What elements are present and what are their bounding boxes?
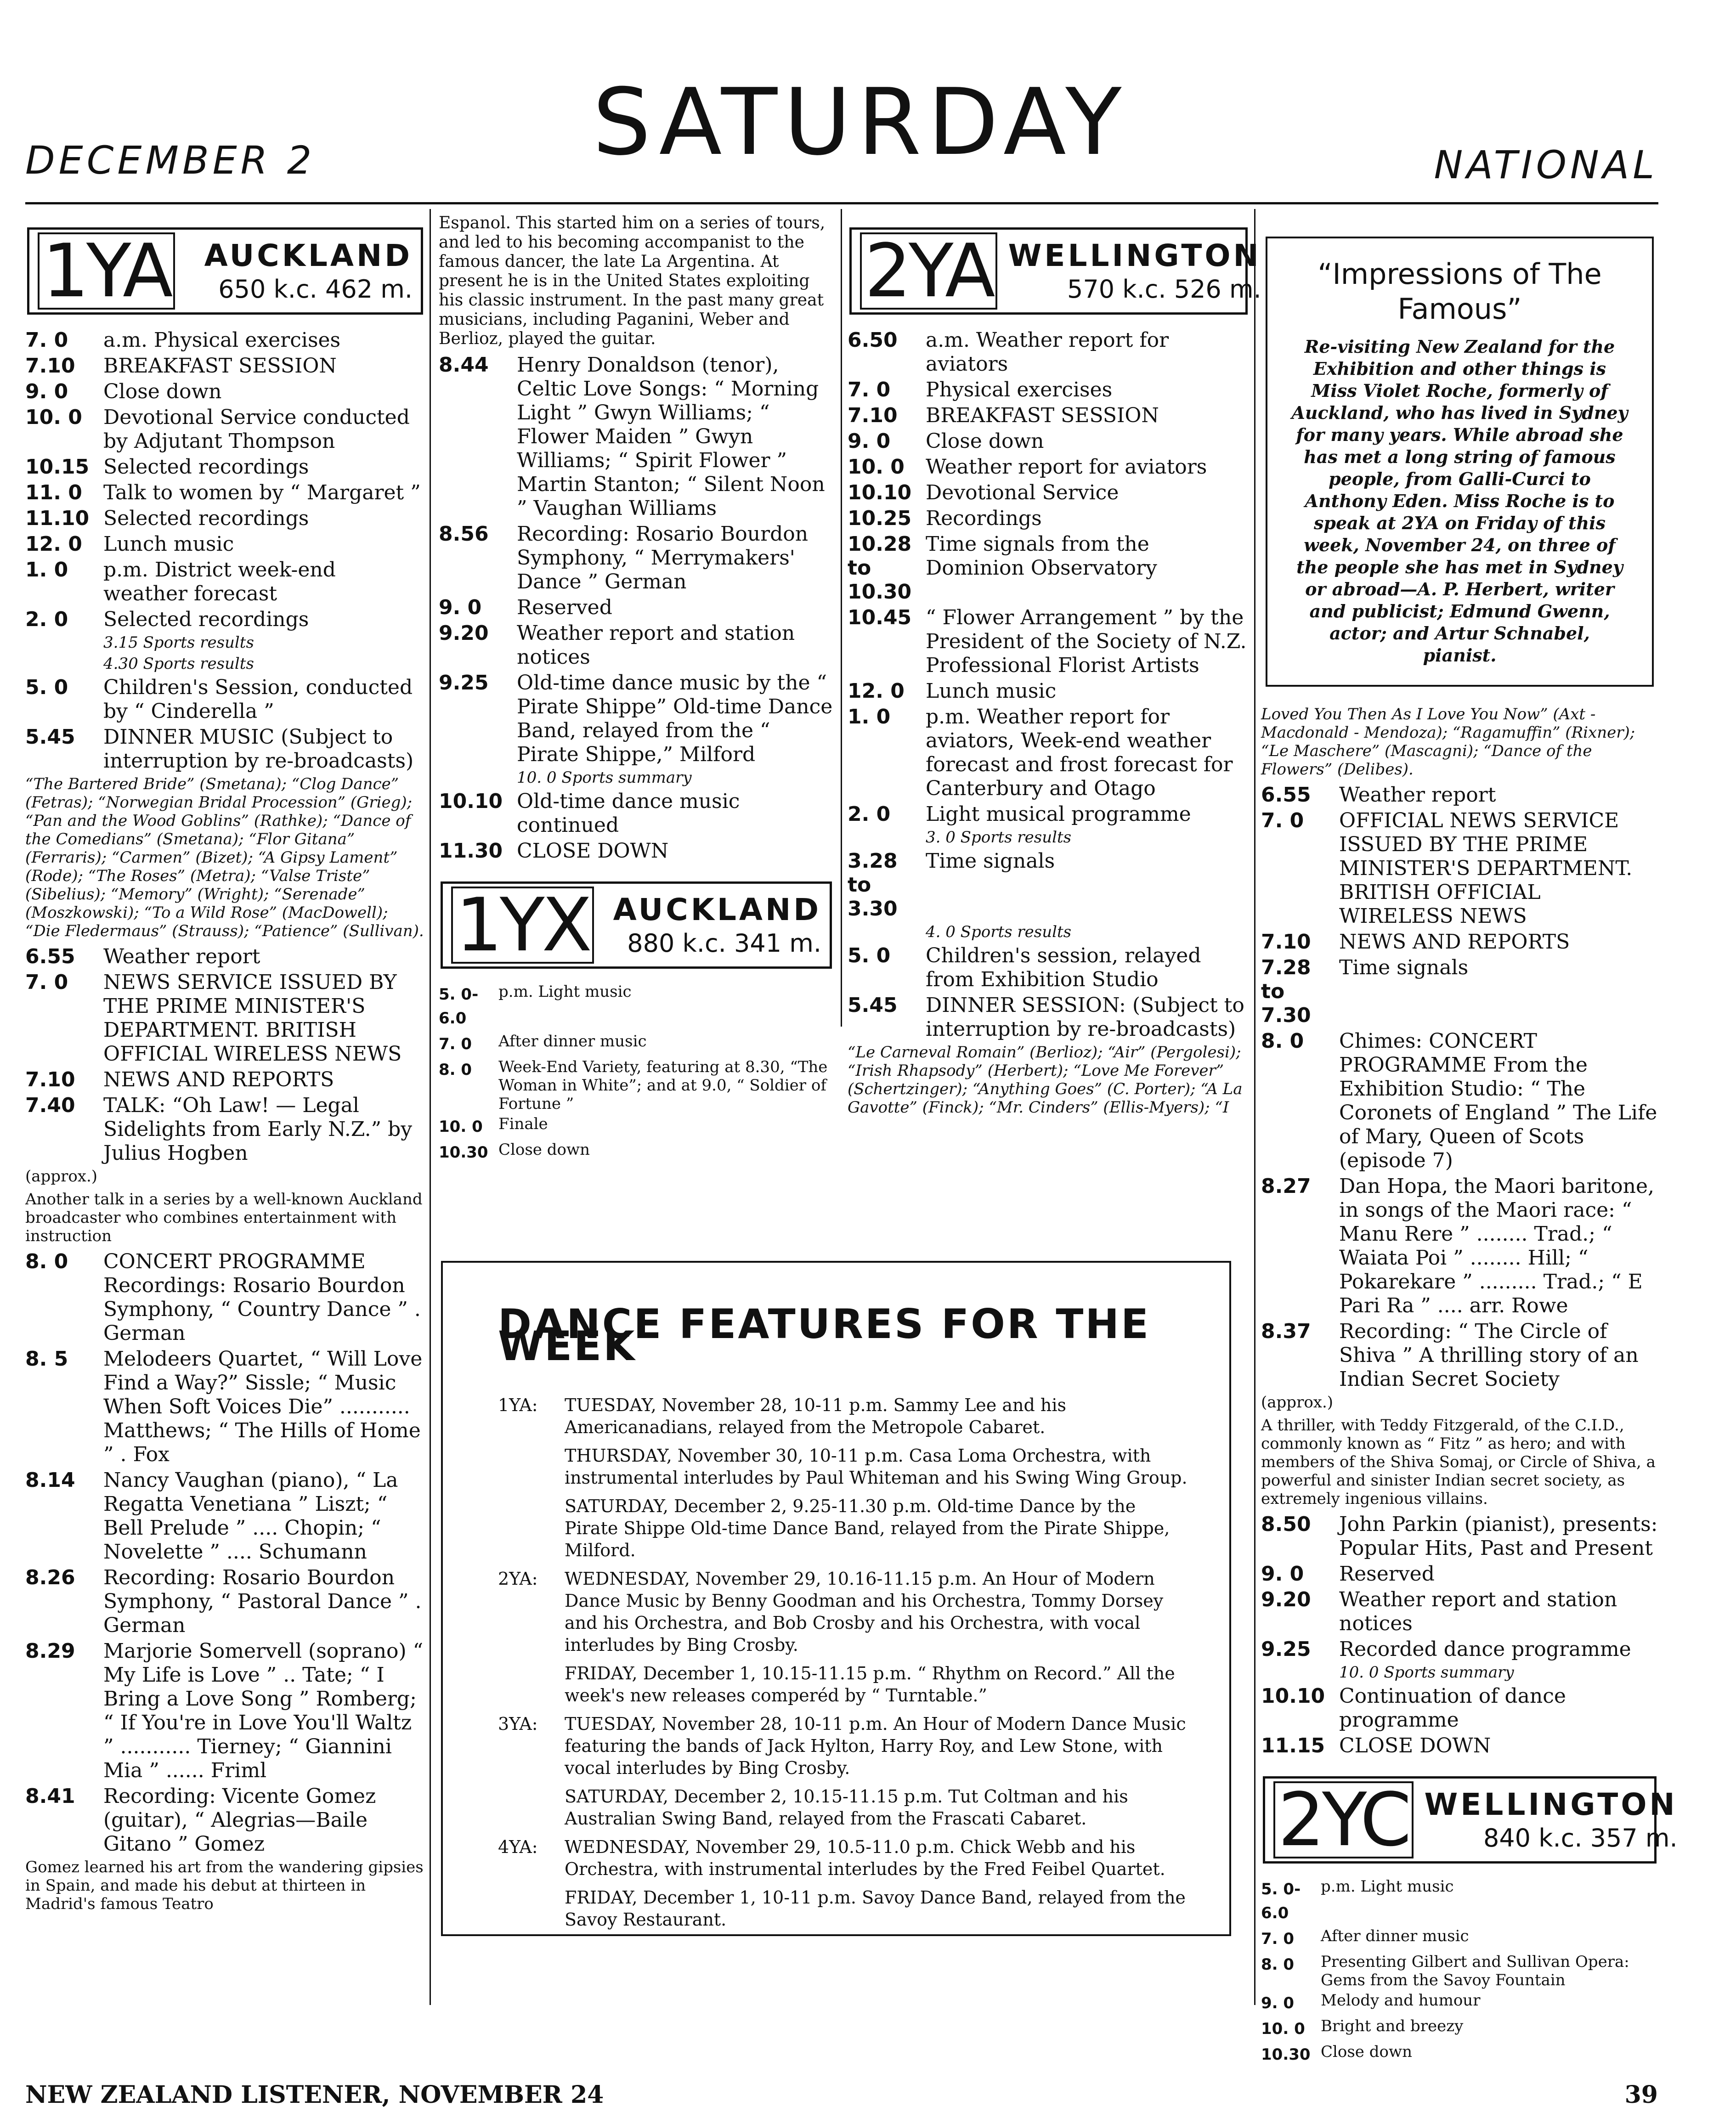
schedule-item (1261, 2043, 1658, 2067)
schedule-item (439, 1141, 834, 1164)
schedule-description: Close down (1321, 2043, 1412, 2061)
schedule-description: TALK: “Oh Law! — Legal Sidelights from Early N.Z.” by Julius Hogben (103, 1094, 413, 1165)
dance-event: SATURDAY, December 2, 10.15-11.15 p.m. Tut Coltman and his Australian Swing Band, relayed from the Frascati Cabaret. (565, 1786, 1128, 1829)
column-rule-2 (841, 209, 842, 1027)
schedule-list (439, 790, 834, 863)
dance-station: 3YA: (498, 1714, 538, 1734)
schedule-time: 10.30 (439, 1143, 488, 1162)
schedule-time: 8. 0 (25, 1250, 68, 1273)
schedule-description: OFFICIAL NEWS SERVICE ISSUED BY THE PRIME MINISTER'S DEPARTMENT. BRITISH OFFICIAL WIRELESS NEWS (1339, 809, 1633, 928)
dance-features-box (441, 1261, 1231, 1936)
schedule-item (1261, 930, 1658, 954)
schedule-description: Recording: Vicente Gomez (guitar), “ Alegrias—Baile Gitano ” Gomez (103, 1785, 376, 1856)
schedule-description: DINNER SESSION: (Subject to interruption by re-broadcasts) (926, 994, 1244, 1041)
schedule-description: Close down (926, 429, 1044, 453)
schedule-time: 6.55 (25, 945, 75, 968)
schedule-description: Selected recordings (103, 608, 309, 631)
schedule-time: 10.10 (848, 481, 912, 504)
sports-results: 4.30 Sports results (103, 655, 254, 673)
schedule-description: Finale (498, 1115, 548, 1133)
schedule-item (439, 353, 834, 520)
schedule-description: Physical exercises (926, 378, 1113, 401)
schedule-time: 1. 0 (848, 705, 891, 729)
schedule-item (25, 1347, 425, 1467)
schedule-item (25, 507, 425, 531)
schedule-description: a.m. Physical exercises (103, 328, 341, 352)
schedule-time: 10.28 to 10.30 (848, 532, 912, 604)
schedule-time: 5. 0 (848, 944, 891, 967)
dance-station: 2YA: (498, 1569, 538, 1589)
schedule-item (1261, 956, 1658, 1028)
schedule-description: Henry Donaldson (tenor), Celtic Love Songs: “ Morning Light ” Gwyn Williams; “ Flower Maiden ” Gwyn Williams; “ Spirit Flower ” Martin Stanton; “ Silent Noon ” Vaughan Williams (517, 353, 825, 520)
schedule-item (439, 983, 834, 1030)
schedule-list (25, 1250, 425, 1856)
station-logo-1YA: 1YA (38, 232, 175, 310)
gomez-note-continued: Espanol. This started him on a series of tours, and led to his becoming accompanist to the famous dancer, the late La Argentina. At present he is in the United States exploiting his classic instrument. In the past many great musicians, including Paganini, Weber and Berlioz, played the guitar. (439, 214, 826, 348)
station-logo-1YX: 1YX (451, 887, 594, 964)
schedule-description: Lunch music (103, 532, 234, 556)
schedule-time: 1. 0 (25, 558, 68, 582)
schedule-description: Reserved (517, 596, 612, 619)
schedule-list (848, 944, 1250, 1041)
column-rule-3 (1254, 209, 1255, 2005)
dinner-session-list: “Le Carneval Romain” (Berlioz); “Air” (Pergolesi); “Irish Rhapsody” (Herbert); “Love Me Forever” (Schertzinger); “Anything Goes” (C. Porter); “A La Gavotte” (Finck); “Mr. Cinders” (Ellis-Myers); “I (848, 1043, 1243, 1117)
schedule-description: Recording: “ The Circle of Shiva ” A thrilling story of an Indian Secret Society (1339, 1320, 1639, 1391)
schedule-time: 9. 0 (848, 429, 891, 453)
station-logo-2YA: 2YA (860, 232, 997, 310)
schedule-description: Reserved (1339, 1562, 1435, 1586)
schedule-item (1261, 1638, 1658, 1661)
schedule-description: Melody and humour (1321, 1991, 1481, 2010)
schedule-item (848, 849, 1250, 921)
schedule-time: 2. 0 (25, 608, 68, 631)
schedule-description: Bright and breezy (1321, 2017, 1464, 2035)
schedule-time: 8.26 (25, 1566, 75, 1589)
schedule-list (439, 353, 834, 767)
schedule-time: 12. 0 (848, 679, 905, 703)
station-city: WELLINGTON (1008, 238, 1261, 273)
schedule-time: 7.10 (25, 354, 75, 378)
schedule-time: 5. 0-6.0 (439, 985, 479, 1028)
schedule-description: Talk to women by “ Margaret ” (103, 481, 421, 504)
sports-results: 3. 0 Sports results (926, 828, 1072, 847)
schedule-item (439, 621, 834, 669)
schedule-item (25, 328, 425, 352)
dance-entry (498, 1394, 1188, 1438)
dance-entry (498, 1713, 1188, 1779)
schedule-time: 2. 0 (848, 802, 891, 826)
schedule-description: Selected recordings (103, 455, 309, 479)
dance-station (498, 1662, 565, 1706)
approx-note: (approx.) (25, 1167, 98, 1186)
dance-entry (498, 1445, 1188, 1489)
schedule-item (439, 671, 834, 767)
schedule-time: 7.40 (25, 1094, 75, 1117)
schedule-time: 6.50 (848, 328, 898, 352)
schedule-time: 10.30 (1261, 2045, 1311, 2064)
schedule-time: 7. 0 (439, 1035, 472, 1053)
schedule-description: p.m. Light music (498, 983, 632, 1001)
schedule-item (848, 378, 1250, 402)
schedule-description: Weather report and station notices (517, 621, 795, 669)
schedule-description: p.m. Weather report for aviators, Week-end weather forecast and frost forecast for Canterbury and Otago (926, 705, 1233, 800)
schedule-item (848, 606, 1250, 678)
schedule-description: CONCERT PROGRAMME Recordings: Rosario Bourdon Symphony, “ Country Dance ” . German (103, 1250, 421, 1345)
schedule-item (25, 1068, 425, 1092)
schedule-list (848, 328, 1250, 826)
schedule-time: 7.10 (25, 1068, 75, 1091)
schedule-list (25, 328, 425, 632)
schedule-description: Recording: Rosario Bourdon Symphony, “ Pastoral Dance ” . German (103, 1566, 422, 1637)
schedule-list (439, 983, 834, 1164)
schedule-item (439, 522, 834, 594)
schedule-description: p.m. Light music (1321, 1877, 1454, 1896)
schedule-item (25, 532, 425, 556)
schedule-description: Old-time dance music by the “ Pirate Shippe” Old-time Dance Band, relayed from the “ Pirate Shippe,” Milford (517, 671, 833, 766)
schedule-item (1261, 1953, 1658, 1989)
schedule-item (1261, 2017, 1658, 2041)
schedule-list (25, 945, 425, 1165)
schedule-item (439, 1058, 834, 1113)
schedule-description: Recording: Rosario Bourdon Symphony, “ Merrymakers' Dance ” German (517, 522, 809, 593)
schedule-time: 8.50 (1261, 1513, 1311, 1536)
schedule-item (1261, 1877, 1658, 1925)
sports-results: 4. 0 Sports results (926, 923, 1072, 941)
schedule-description: NEWS AND REPORTS (1339, 930, 1570, 954)
schedule-item (25, 558, 425, 606)
schedule-description: DINNER MUSIC (Subject to interruption by re-broadcasts) (103, 725, 414, 773)
station-box-1YX (441, 881, 832, 969)
schedule-item (1261, 1734, 1658, 1758)
schedule-time: 10.15 (25, 455, 90, 479)
schedule-description: “ Flower Arrangement ” by the President of the Society of N.Z. Professional Florist Artists (926, 606, 1247, 677)
schedule-item (25, 380, 425, 404)
dance-entry (498, 1568, 1188, 1656)
schedule-description: Time signals (926, 849, 1055, 873)
dinner-music-list: “The Bartered Bride” (Smetana); “Clog Dance” (Fetras); “Norwegian Bridal Procession” (Grieg); “Pan and the Wood Goblins” (Rathke); “Dance of the Comedians” (Smetana); “Flor Gitana” (Ferraris); “Carmen” (Bizet); “A Gipsy Lament” (Rode); “The Roses” (Metra); “Valse Triste” (Sibelius); “Memory” (Wright); “Serenade” (Moszkowski); “To a Wild Rose” (MacDowell); “Die Fledermaus” (Strauss); “Patience” (Sullivan). (25, 775, 424, 940)
schedule-time: 10. 0 (1261, 2020, 1305, 2038)
schedule-item (1261, 809, 1658, 928)
schedule-item (25, 945, 425, 969)
dance-event: TUESDAY, November 28, 10-11 p.m. Sammy Lee and his Americanadians, relayed from the Metropole Cabaret. (565, 1395, 1067, 1437)
schedule-list (25, 676, 425, 773)
schedule-description: Selected recordings (103, 507, 309, 530)
schedule-description: Melodeers Quartet, “ Will Love Find a Way?” Sissle; “ Music When Soft Voices Die” ........... Matthews; “ The Hills of Home ” . Fox (103, 1347, 423, 1466)
schedule-item (1261, 1513, 1658, 1560)
schedule-item (25, 1785, 425, 1856)
station-box-2YA (849, 227, 1261, 315)
impressions-title: “Impressions of The Famous” (1318, 257, 1602, 326)
schedule-time: 6.55 (1261, 783, 1311, 807)
station-logo-2YC: 2YC (1273, 1781, 1414, 1858)
schedule-time: 11.10 (25, 507, 90, 530)
schedule-item (1261, 1588, 1658, 1636)
dance-event: TUESDAY, November 28, 10-11 p.m. An Hour of Modern Dance Music featuring the bands of Jack Hylton, Harry Roy, and Lew Stone, with vocal interludes by Bing Crosby. (565, 1714, 1186, 1778)
dance-station (498, 1785, 565, 1830)
schedule-time: 5.45 (25, 725, 75, 749)
schedule-time: 10. 0 (25, 406, 82, 429)
dinner-session-continued: Loved You Then As I Love You Now” (Axt - Macdonald - Mendoza); “Ragamuffin” (Rixner); “Le Maschere” (Mascagni); “Dance of the Flowers” (Delibes). (1261, 705, 1635, 779)
schedule-time: 9. 0 (25, 380, 68, 403)
header-section: NATIONAL (1434, 142, 1658, 187)
column-2YA (848, 209, 1261, 1117)
schedule-description: Close down (103, 380, 222, 403)
schedule-time: 8.56 (439, 522, 489, 546)
schedule-time: 7. 0 (25, 971, 68, 994)
schedule-description: Weather report (1339, 783, 1496, 807)
dance-station (498, 1445, 565, 1489)
schedule-item (848, 679, 1250, 703)
schedule-description: Children's session, relayed from Exhibition Studio (926, 944, 1201, 991)
schedule-description: CLOSE DOWN (517, 839, 669, 863)
schedule-description: p.m. District week-end weather forecast (103, 558, 336, 605)
schedule-description: Light musical programme (926, 802, 1191, 826)
schedule-time: 7.28 to 7.30 (1261, 956, 1311, 1027)
schedule-time: 12. 0 (25, 532, 82, 556)
schedule-description: Week-End Variety, featuring at 8.30, “The Woman in White”; and at 9.0, “ Soldier of Fortune ” (498, 1058, 828, 1113)
schedule-time: 7.10 (848, 404, 898, 427)
header-date: DECEMBER 2 (25, 138, 316, 183)
schedule-item (1261, 1320, 1658, 1391)
schedule-time: 8. 0 (1261, 1955, 1295, 1974)
schedule-description: Continuation of dance programme (1339, 1684, 1566, 1732)
schedule-time: 10.10 (1261, 1684, 1325, 1708)
dance-station: 4YA: (498, 1837, 538, 1857)
station-frequency: 880 k.c. 341 m. (627, 929, 821, 958)
schedule-item (1261, 1175, 1658, 1318)
schedule-description: Weather report and station notices (1339, 1588, 1617, 1635)
schedule-item (25, 676, 425, 723)
dance-station: 1YA: (498, 1395, 538, 1415)
schedule-time: 8. 0 (439, 1061, 472, 1079)
schedule-item (25, 1639, 425, 1783)
dance-entry (498, 1785, 1188, 1830)
schedule-description: Chimes: CONCERT PROGRAMME From the Exhibition Studio: “ The Coronets of England ” The Life of Mary, Queen of Scots (episode 7) (1339, 1029, 1657, 1172)
schedule-item (439, 1032, 834, 1056)
schedule-item (848, 481, 1250, 505)
schedule-description: Nancy Vaughan (piano), “ La Regatta Venetiana ” Liszt; “ Bell Prelude ” .... Chopin; “ Novelette ” .... Schumann (103, 1468, 398, 1564)
schedule-time: 9.20 (1261, 1588, 1311, 1611)
schedule-item (1261, 1562, 1658, 1586)
dance-features-title: DANCE FEATURES FOR THE WEEK (498, 1300, 1151, 1370)
schedule-item (25, 1468, 425, 1564)
schedule-item (848, 705, 1250, 801)
schedule-time: 5. 0 (25, 676, 68, 699)
schedule-list (1261, 1513, 1658, 1661)
schedule-item (25, 725, 425, 773)
schedule-list (1261, 1684, 1658, 1758)
dance-entry (498, 1886, 1188, 1931)
schedule-item (25, 406, 425, 453)
schedule-time: 8.27 (1261, 1175, 1311, 1198)
schedule-time: 7.10 (1261, 930, 1311, 954)
schedule-description: Weather report for aviators (926, 455, 1207, 479)
schedule-description: Devotional Service conducted by Adjutant Thompson (103, 406, 410, 453)
schedule-description: John Parkin (pianist), presents: Popular Hits, Past and Present (1339, 1513, 1658, 1560)
dance-station (498, 1495, 565, 1561)
column-rule-1 (430, 209, 431, 2005)
dance-station (498, 1886, 565, 1931)
schedule-time: 8. 5 (25, 1347, 68, 1371)
schedule-description: Presenting Gilbert and Sullivan Opera: Gems from the Savoy Fountain (1321, 1953, 1629, 1989)
schedule-item (1261, 1927, 1658, 1951)
dance-entry (498, 1495, 1188, 1561)
schedule-item (439, 1115, 834, 1139)
schedule-time: 9.20 (439, 621, 489, 645)
schedule-item (25, 608, 425, 632)
schedule-description: Time signals from the Dominion Observatory (926, 532, 1157, 580)
schedule-time: 8.29 (25, 1639, 75, 1663)
schedule-time: 9. 0 (439, 596, 482, 619)
schedule-description: NEWS AND REPORTS (103, 1068, 334, 1091)
schedule-description: Weather report (103, 945, 260, 968)
schedule-time: 5. 0-6.0 (1261, 1880, 1301, 1922)
schedule-description: BREAKFAST SESSION (926, 404, 1159, 427)
schedule-description: Lunch music (926, 679, 1057, 703)
schedule-description: Old-time dance music continued (517, 790, 740, 837)
sports-results: 3.15 Sports results (103, 633, 254, 652)
sports-summary: 10. 0 Sports summary (1339, 1663, 1514, 1682)
schedule-time: 10. 0 (848, 455, 905, 479)
station-city: AUCKLAND (204, 238, 413, 273)
schedule-item (1261, 1991, 1658, 2015)
schedule-time: 10.45 (848, 606, 912, 629)
schedule-time: 8.44 (439, 353, 489, 377)
column-2 (439, 209, 834, 1162)
schedule-item (848, 944, 1250, 992)
schedule-description: Children's Session, conducted by “ Cinderella ” (103, 676, 413, 723)
schedule-description: CLOSE DOWN (1339, 1734, 1491, 1757)
schedule-time: 9.25 (439, 671, 489, 695)
schedule-time: 11.15 (1261, 1734, 1325, 1757)
header-day: SATURDAY (593, 69, 1128, 176)
schedule-time: 7. 0 (1261, 1930, 1295, 1948)
station-box-1YA (27, 227, 423, 315)
schedule-description: a.m. Weather report for aviators (926, 328, 1169, 376)
schedule-item (848, 994, 1250, 1041)
schedule-time: 8.37 (1261, 1320, 1311, 1343)
header-rule (25, 202, 1658, 204)
dance-event: FRIDAY, December 1, 10.15-11.15 p.m. “ Rhythm on Record.” All the week's new releases comperéd by “ Turntable.” (565, 1663, 1175, 1706)
column-1YA (25, 209, 425, 2005)
approx-note: (approx.) (1261, 1393, 1334, 1412)
dance-event: WEDNESDAY, November 29, 10.5-11.0 p.m. Chick Webb and his Orchestra, with instrumental interludes by the Fred Feibel Quartet. (565, 1837, 1165, 1879)
schedule-time: 7. 0 (25, 328, 68, 352)
talk-note: Another talk in a series by a well-known Auckland broadcaster who combines entertainment with instruction (25, 1190, 423, 1245)
column-4 (1261, 209, 1678, 2064)
schedule-time: 7. 0 (848, 378, 891, 401)
schedule-time: 8.41 (25, 1785, 75, 1808)
dance-entry (498, 1662, 1188, 1706)
schedule-time: 8. 0 (1261, 1029, 1304, 1053)
station-city: AUCKLAND (613, 892, 821, 927)
schedule-list (1261, 1877, 1658, 2067)
schedule-item (848, 455, 1250, 479)
schedule-description: After dinner music (1321, 1927, 1469, 1945)
schedule-item (848, 404, 1250, 428)
schedule-item (25, 354, 425, 378)
schedule-time: 11.30 (439, 839, 503, 863)
station-frequency: 650 k.c. 462 m. (218, 275, 413, 304)
schedule-item (1261, 783, 1658, 807)
schedule-description: NEWS SERVICE ISSUED BY THE PRIME MINISTER'S DEPARTMENT. BRITISH OFFICIAL WIRELESS NEWS (103, 971, 402, 1066)
schedule-time: 10.10 (439, 790, 503, 813)
schedule-item (848, 429, 1250, 453)
schedule-time: 11. 0 (25, 481, 82, 504)
schedule-time: 9. 0 (1261, 1562, 1304, 1586)
schedule-item (25, 1250, 425, 1345)
sports-summary: 10. 0 Sports summary (517, 768, 692, 787)
schedule-time: 10.25 (848, 507, 912, 530)
footer-publication: NEW ZEALAND LISTENER, NOVEMBER 24 (25, 2081, 604, 2109)
footer-page-number: 39 (1624, 2081, 1658, 2109)
schedule-item (848, 802, 1250, 826)
schedule-description: Devotional Service (926, 481, 1119, 504)
schedule-item (25, 1566, 425, 1638)
schedule-item (1261, 1684, 1658, 1732)
schedule-item (439, 596, 834, 620)
dance-event: WEDNESDAY, November 29, 10.16-11.15 p.m. An Hour of Modern Dance Music by Benny Goodman and his Orchestra, Tommy Dorsey and his Orchestra, and Bob Crosby and his Orchestra, with vocal interludes by Bing Crosby. (565, 1569, 1164, 1655)
schedule-description: BREAKFAST SESSION (103, 354, 337, 378)
station-frequency: 840 k.c. 357 m. (1483, 1824, 1678, 1853)
dance-event: SATURDAY, December 2, 9.25-11.30 p.m. Old-time Dance by the Pirate Shippe Old-time Dance Band, relayed from the Pirate Shippe, Milford. (565, 1496, 1170, 1560)
schedule-description: Dan Hopa, the Maori baritone, in songs of the Maori race: “ Manu Rere ” ........ Trad.; “ Waiata Poi ” ........ Hill; “ Pokarekare ” ......... Trad.; “ E Pari Ra ” .... arr. Rowe (1339, 1175, 1655, 1317)
dance-entry (498, 1836, 1188, 1880)
schedule-time: 9.25 (1261, 1638, 1311, 1661)
schedule-item (25, 481, 425, 505)
schedule-list (1261, 783, 1658, 1391)
schedule-item (848, 532, 1250, 604)
schedule-description: Time signals (1339, 956, 1469, 979)
schedule-description: Close down (498, 1141, 590, 1159)
shiva-note: A thriller, with Teddy Fitzgerald, of the C.I.D., commonly known as “ Fitz ” as hero; and with members of the Shiva Somaj, or Circle of Shiva, a powerful and sinister Indian secret society, as extremely ingenious villains. (1261, 1416, 1656, 1508)
schedule-time: 5.45 (848, 994, 898, 1017)
schedule-list (848, 849, 1250, 921)
schedule-item (848, 328, 1250, 376)
gomez-note: Gomez learned his art from the wandering gipsies in Spain, and made his debut at thirteen in Madrid's famous Teatro (25, 1858, 424, 1913)
schedule-description: Recordings (926, 507, 1042, 530)
schedule-item (439, 839, 834, 863)
schedule-description: After dinner music (498, 1032, 647, 1051)
schedule-time: 8.14 (25, 1468, 75, 1492)
schedule-time: 7. 0 (1261, 809, 1304, 832)
station-city: WELLINGTON (1424, 1787, 1678, 1822)
schedule-description: Marjorie Somervell (soprano) “ My Life is Love ” .. Tate; “ I Bring a Love Song ” Romberg; “ If You're in Love You'll Waltz ” ........... Tierney; “ Giannini Mia ” ...... Friml (103, 1639, 424, 1782)
schedule-item (439, 790, 834, 837)
schedule-item (848, 507, 1250, 531)
schedule-item (25, 455, 425, 479)
dance-features-list (498, 1394, 1188, 1931)
schedule-item (25, 971, 425, 1066)
station-box-2YC (1263, 1776, 1678, 1864)
schedule-time: 10. 0 (439, 1118, 483, 1136)
schedule-item (25, 1094, 425, 1165)
station-frequency: 570 k.c. 526 m. (1067, 275, 1261, 304)
dance-event: THURSDAY, November 30, 10-11 p.m. Casa Loma Orchestra, with instrumental interludes by Paul Whiteman and his Swing Wing Group. (565, 1446, 1187, 1488)
schedule-time: 9. 0 (1261, 1994, 1295, 2012)
impressions-text: Re-visiting New Zealand for the Exhibition and other things is Miss Violet Roche, formerly of Auckland, who has lived in Sydney for many years. While abroad she has met a long string of famous people, from Galli-Curci to Anthony Eden. Miss Roche is to speak at 2YA on Friday of this week, November 24, on three of the people she has met in Sydney or abroad—A. P. Herbert, writer and publicist; Edmund Gwenn, actor; and Artur Schnabel, pianist. (1291, 336, 1628, 666)
schedule-item (1261, 1029, 1658, 1173)
schedule-time: 3.28 to 3.30 (848, 849, 898, 921)
schedule-description: Recorded dance programme (1339, 1638, 1631, 1661)
dance-event: FRIDAY, December 1, 10-11 p.m. Savoy Dance Band, relayed from the Savoy Restaurant. (565, 1887, 1186, 1930)
impressions-box (1266, 237, 1654, 687)
